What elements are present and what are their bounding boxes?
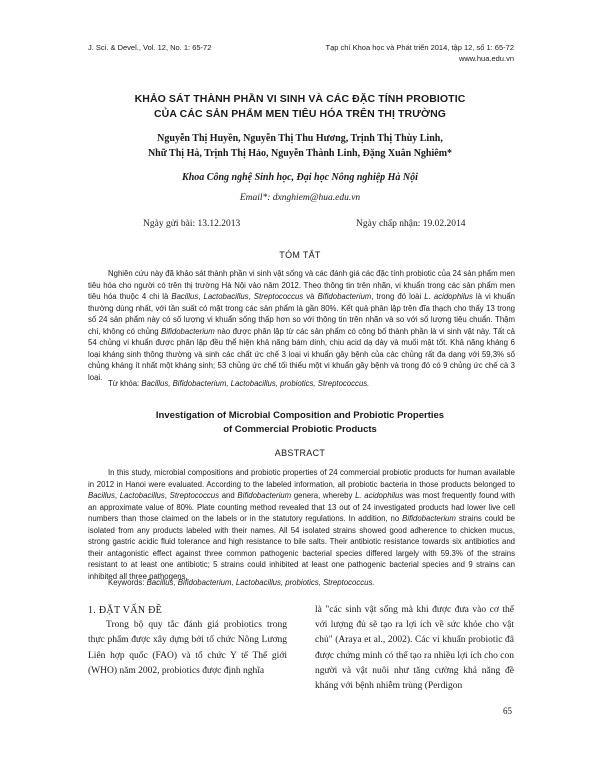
journal-citation: Tạp chí Khoa học và Phát triển 2014, tập 12, số 1: 65-72: [325, 43, 514, 52]
journal-header-en: J. Sci. & Devel., Vol. 12, No. 1: 65-72: [88, 43, 212, 52]
email: Email*: dxnghiem@hua.edu.vn: [239, 193, 361, 203]
intro-heading: 1. ĐẶT VẤN ĐỀ: [88, 605, 163, 616]
affiliation: Khoa Công nghệ Sinh học, Đại học Nông nghiệp Hà Nội: [182, 172, 418, 183]
vn-abstract-heading: TÓM TẮT: [279, 250, 321, 260]
en-title: [0, 409, 600, 437]
vn-abstract-paragraph: Nghiên cứu này đã khảo sát thành phần vi sinh vật sống và các đánh giá các đặc tính probiotic của 24 sản phẩm men tiêu hóa cho người có trên thị trường Hà Nội vào năm 2012. Theo thông tin trên nhãn, vi khuẩn trong các sản phẩm men tiêu hóa thuộc 4 chi là Bacillus, Lactobacillus, Streptococcus và Bifidobacterium, trong đó loài L. acidophilus là vi khuẩn thường dùng nhất, với tần suất có mặt trong các sản phẩm là gần 80%. Kết quả phân lập trên đĩa thạch cho thấy 13 trong số 24 sản phẩm này có số lượng vi khuẩn sống thấp hơn so với thông tin trên nhãn và so với số lượng tiêu chuẩn. Thậm chí, không có chủng Bifidobacterium nào được phân lập từ các sản phẩm có công bố thành phần là vi sinh vật này. Tất cả 54 chủng vi khuẩn được phân lập đều thể hiện khả năng bám dính, chịu acid dạ dày và muối mật tốt. Khả năng kháng 6 loại kháng sinh thông thường và sinh các chất ức chế 3 loại vi khuẩn gây bệnh của các chủng rất đa dạng với 59,3% số chủng kháng ít nhất một kháng sinh; 53 chủng ức chế tối thiểu một vi khuẩn gây bệnh và trong đó có 9 chủng ức chế cả 3 loại.: [88, 269, 515, 382]
page-number: 65: [503, 706, 512, 716]
vn-title-line2: CỦA CÁC SẢN PHẨM MEN TIÊU HÓA TRÊN THỊ TRƯỜNG: [153, 108, 447, 120]
intro-paragraph-right: là "các sinh vật sống mà khi được đưa vào cơ thể với lượng đủ sẽ tạo ra lợi ích về sức khỏe cho vật chủ" (Araya et al., 2002). Các vi khuẩn probiotic đã được chứng minh có thể tạo ra nhiều lợi ích cho con người và vật nuôi như tăng cường khả năng đề kháng với bệnh nhiễm trùng (Perdigon: [315, 605, 514, 692]
en-title-line1: Investigation of Microbial Composition and Probiotic Properties: [155, 410, 445, 421]
journal-website: www.hua.edu.vn: [458, 54, 514, 63]
author-list: [0, 131, 600, 161]
journal-header-vn: [326, 42, 514, 64]
intro-paragraph-left: Trong bộ quy tắc đánh giá probiotics trong thực phẩm được xây dựng bởi tổ chức Nông Lương Liên hợp quốc (FAO) và tổ chức Y tế Thế giới (WHO) năm 2002, probiotics được định nghĩa: [88, 620, 287, 676]
intro-column-left: [88, 603, 287, 679]
en-title-line2: of Commercial Probiotic Products: [223, 424, 377, 435]
authors-line1: Nguyễn Thị Huyền, Nguyễn Thị Thu Hương, Trịnh Thị Thùy Linh,: [157, 133, 443, 144]
authors-line2: Nhữ Thị Hà, Trịnh Thị Hảo, Nguyễn Thành Linh, Đặng Xuân Nghiêm*: [147, 148, 453, 159]
en-abstract-body: [88, 467, 515, 582]
vn-keywords: Từ khóa: Bacillus, Bifidobacterium, Lactobacillus, probiotics, Streptococcus.: [108, 379, 370, 388]
intro-column-right: [315, 603, 514, 694]
vn-title-line1: KHẢO SÁT THÀNH PHẦN VI SINH VÀ CÁC ĐẶC TÍNH PROBIOTIC: [134, 93, 466, 105]
date-accepted: Ngày chấp nhận: 19.02.2014: [356, 219, 466, 229]
vn-abstract-body: [88, 268, 515, 383]
en-keywords: Keywords: Bacillus, Bifidobacterium, Lactobacillus, probiotics, Streptococcus.: [108, 578, 375, 587]
vn-title: [0, 92, 600, 122]
en-abstract-heading: ABSTRACT: [274, 448, 326, 458]
date-received: Ngày gửi bài: 13.12.2013: [143, 219, 241, 229]
en-abstract-paragraph: In this study, microbial compositions and probiotic properties of 24 commercial probiotic products for human available in 2012 in Hanoi were evaluated. According to the labeled information, all probiotic bacteria in those products belonged to Bacillus, Lactobacillus, Streptococcus and Bifidobacterium genera, whereby L. acidophilus was most frequently found with an approximate value of 80%. Plate counting method revealed that 13 out of 24 investigated products had lower live cell numbers than those claimed on the labels or in the statutory regulations. In addition, no Bifidobacterium strains could be isolated from any products labeled with their names. All 54 isolated strains showed good adherence to chicken mucus, strong gastric acidic fluid tolerance and high resistance to bile salts. Their antibiotic resistance towards six antibiotics and their antagonistic effect against three common pathogenic bacterial species differed largely with 59.3% of the strains resistant to at least one antibiotic; 5 strains could inhibited at least one pathogenic bacterial species and 9 strains can inhibited all three pathogens.: [88, 468, 516, 581]
